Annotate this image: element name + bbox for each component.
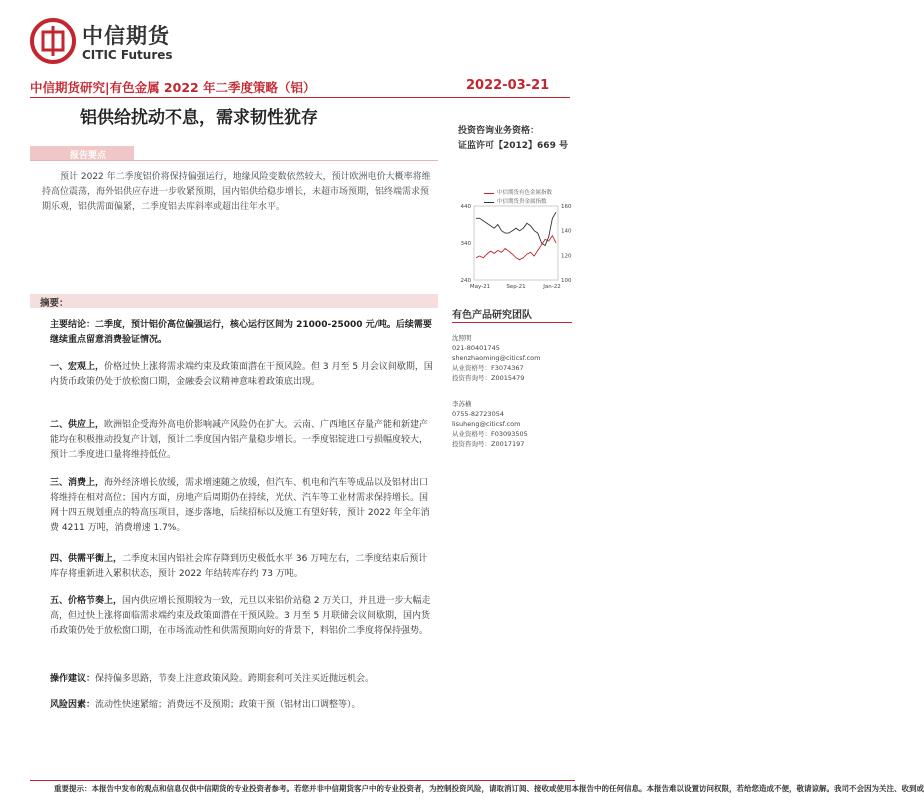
y-right-tick-label: 100: [561, 278, 572, 284]
footer-divider: [30, 780, 575, 781]
x-tick-label: Sep-21: [506, 284, 526, 290]
legend-label-precious: 中信期货贵金属指数: [497, 199, 547, 205]
chart-legend: [484, 189, 552, 207]
y-left-tick-label: 440: [460, 204, 471, 210]
analyst-license: 从业资格号：F03093505: [452, 430, 528, 438]
item-text: 国内供应增长预期较为一致，元旦以来铝价站稳 2 万关口，并且进一步大幅走高，但过快上涨将面临需求端约束及政策面潜在干预风险。3 月至 5 月联储会议间歇期，国内货币政策仍处于放松窗口期，在市场流动性和供需预期向好的背景下，料铝价二季度将保持强势。: [50, 596, 431, 636]
legend-item-nonferrous: [484, 189, 552, 198]
item-text: 价格过快上涨将需求端约束及政策面潜在干预风险。但 3 月至 5 月会议间歇期，国内货币政策仍处于放松窗口期，金融委会议精神意味着政策底出现。: [50, 362, 433, 387]
item-label: 四、供需平衡上，: [50, 554, 123, 564]
analyst-phone: 0755-82723054: [452, 410, 504, 418]
main-conclusion: [50, 318, 435, 348]
summary-text: 预计 2022 年二季度铝价将保持偏强运行，地缘风险变数依然较大，预计欧洲电价大概率将维持高位震荡，海外铝供应存进一步收紧预期，国内铝供给稳步增长，未超市场预期，铝终端需求预期乐观，铝供需面偏紧，二季度铝去库斜率或超出往年水平。: [42, 172, 431, 212]
operation-text: 保持偏多思路，节奏上注意政策风险。跨期套利可关注买近抛远机会。: [95, 674, 375, 684]
license-label: 投资咨询业务资格：: [458, 126, 540, 136]
x-tick-label: Jan-22: [543, 284, 561, 290]
analyst-email[interactable]: lisuheng@citicsf.com: [452, 420, 521, 428]
main-conclusion-label: 主要结论：: [50, 320, 96, 330]
abstract-item-balance: [50, 552, 435, 582]
y-right-tick-label: 120: [561, 253, 572, 260]
y-left-tick-label: 240: [460, 278, 471, 284]
abstract-item-supply: [50, 418, 435, 463]
brand-name-cn: 中信期货: [82, 24, 170, 48]
item-label: 二、供应上，: [50, 420, 105, 430]
analyst-phone: 021-80401745: [452, 344, 500, 352]
risk-text: 流动性快速紧缩；消费远不及预期；政策干预（铝材出口调整等）。: [95, 700, 361, 710]
item-label: 一、宏观上，: [50, 362, 105, 372]
analyst-email[interactable]: shenzhaoming@citicsf.com: [452, 354, 541, 362]
analyst-license: 从业资格号：F3074367: [452, 364, 524, 372]
citic-logo-icon: [30, 18, 76, 64]
x-tick-label: May-21: [469, 284, 491, 290]
analyst-consult: 投资咨询号：Z0017197: [452, 440, 525, 448]
risk-label: 风险因素：: [50, 700, 96, 710]
analyst-consult: 投资咨询号：Z0015479: [452, 374, 525, 382]
item-label: 三、消费上，: [50, 478, 105, 488]
header-series: [30, 78, 438, 96]
operation-label: 操作建议：: [50, 674, 96, 684]
series-line: [476, 236, 556, 260]
abstract-item-demand: [50, 476, 435, 536]
legend-item-precious: [484, 198, 552, 207]
y-right-tick-label: 140: [561, 228, 572, 235]
abstract-item-macro: [50, 360, 435, 390]
y-right-tick-label: 160: [561, 204, 572, 210]
summary-tag-label: 报告要点: [70, 151, 107, 161]
y-left-tick-label: 340: [460, 241, 471, 247]
analyst-1: [452, 333, 540, 383]
item-label: 五、价格节奏上，: [50, 596, 123, 606]
license-info: [458, 124, 568, 154]
brand-name-en: CITIC Futures: [82, 48, 173, 62]
chart-plot-area: [474, 206, 558, 280]
brand-logo: [30, 18, 180, 68]
license-value: 证监许可【2012】669 号: [458, 141, 568, 151]
team-title: 有色产品研究团队: [452, 310, 532, 321]
risk-factors: [50, 698, 435, 713]
summary-tag: [30, 146, 134, 161]
main-conclusion-text: 二季度，预计铝价高位偏强运行，核心运行区间为 21000-25000 元/吨。后续需要继续重点留意消费验证情况。: [50, 320, 432, 345]
abstract-item-price: [50, 594, 435, 639]
series-label: 中信期货研究|有色金属 2022 年二季度策略（铝）: [30, 80, 316, 95]
item-text: 二季度末国内铝社会库存降到历史极低水平 36 万吨左右，二季度结束后预计库存将重新进入累积状态，预计 2022 年结转库存约 73 万吨。: [50, 554, 428, 579]
analyst-name: 李苏横: [452, 400, 472, 408]
report-date: 2022-03-21: [466, 78, 550, 93]
report-title: 铝供给扰动不息，需求韧性犹存: [80, 108, 318, 128]
disclaimer-footer: 重要提示：本报告中发布的观点和信息仅供中信期货的专业投资者参考。若您并非中信期货客户中的专业投资者，为控制投资风险，请取消订阅、接收或使用本报告中的任何信息。本报告难以设置访问权限，若给您造成不便，敬请谅解。我司不会因为关注、收到或: [54, 784, 924, 793]
item-text: 欧洲铝企受海外高电价影响减产风险仍在扩大。云南、广西地区存量产能和新建产能均在积极推动投复产计划，预计二季度国内铝产量稳步增长。一季度铝锭进口亏损幅度较大，预计二季度进口量将维持低位。: [50, 420, 429, 460]
operation-advice: [50, 672, 435, 687]
header-divider: [30, 97, 570, 98]
legend-label-nonferrous: 中信期货有色金属指数: [497, 190, 553, 196]
team-divider: [452, 322, 572, 323]
item-text: 海外经济增长放缓，需求增速随之放缓，但汽车、机电和汽车等成品以及铝材出口将维持在相对高位；国内方面，房地产后周期仍在持续，光伏、汽车等工业材需求保持增长。国网十四五规划重点的特高压项目，逐步落地，后续招标以及施工有望好转，预计 2022 年全年消费 4211 万吨，消费增速 1.7%。: [50, 478, 430, 533]
analyst-name: 沈照明: [452, 334, 472, 342]
abstract-heading: [30, 294, 438, 308]
abstract-heading-label: 摘要：: [40, 298, 69, 309]
analyst-2: [452, 399, 528, 449]
